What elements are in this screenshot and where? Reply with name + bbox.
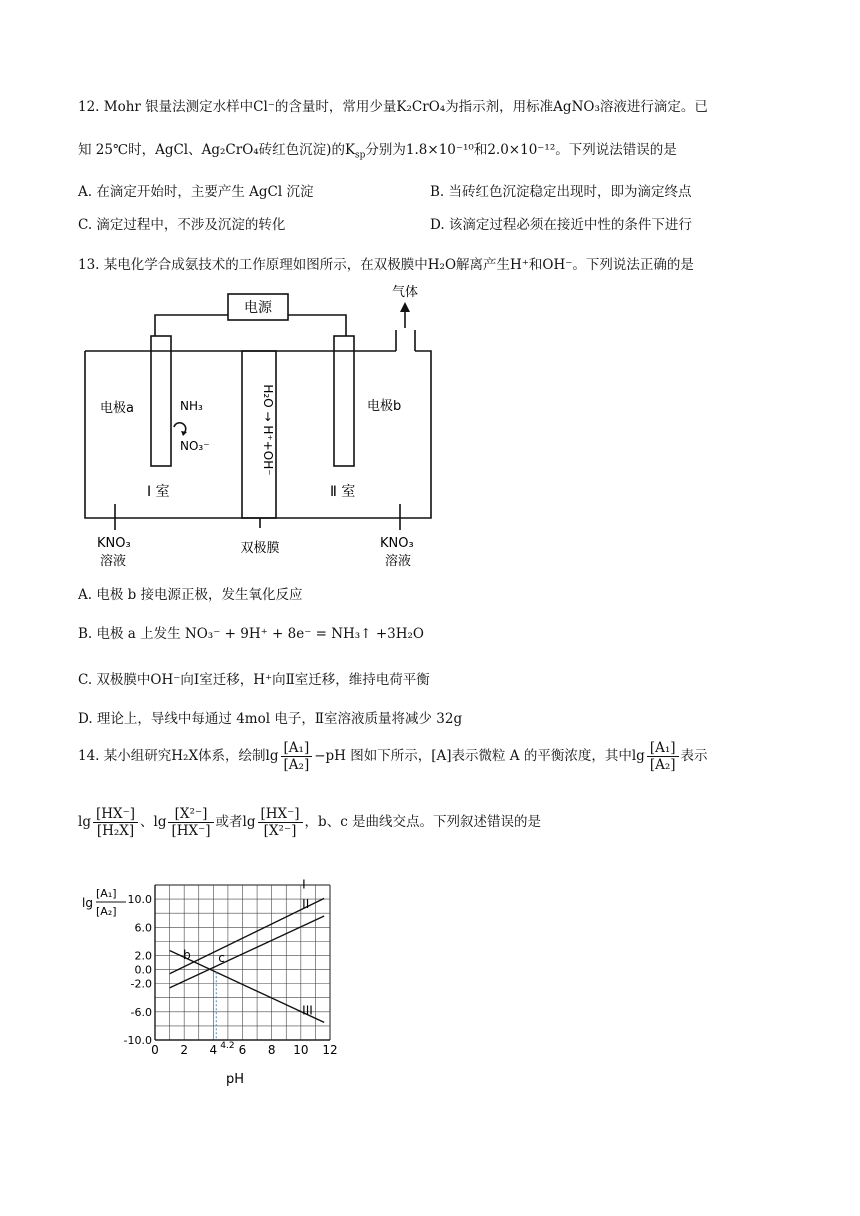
x-tick-label: 12 <box>322 1043 338 1057</box>
q12-option-a: A. 在滴定开始时，主要产生 AgCl 沉淀 <box>78 184 314 200</box>
x-tick-label: 10 <box>293 1043 309 1057</box>
fraction-a1-a2-repeat <box>647 740 679 773</box>
room-2-label: Ⅱ 室 <box>330 484 356 500</box>
y-tick-label: 0.0 <box>134 963 152 977</box>
room-1-label: Ⅰ 室 <box>147 484 170 500</box>
electrode-a-label: 电极a <box>100 401 134 416</box>
fraction-top: [X²⁻] <box>168 806 213 823</box>
fraction-top: [HX⁻] <box>258 806 303 823</box>
y-tick-label: 2.0 <box>134 949 152 963</box>
no3-label: NO₃⁻ <box>180 439 210 453</box>
solution-left-label: 溶液 <box>100 554 127 569</box>
y-tick-label: -6.0 <box>130 1005 152 1019</box>
y-tick-label: -10.0 <box>123 1034 152 1047</box>
q13-stem: 13. 某电化学合成氨技术的工作原理如图所示，在双极膜中H₂O解离产生H⁺和OH⁻。下列说法正确的是 <box>78 257 694 273</box>
y-label-bottom: [A₂] <box>96 905 117 918</box>
q12-option-c: C. 滴定过程中，不涉及沉淀的转化 <box>78 217 286 233</box>
y-label-top: [A₁] <box>96 887 117 900</box>
series-label-1: I <box>302 877 306 892</box>
x-tick-label: 6 <box>238 1043 247 1057</box>
fraction-top: [A₁] <box>647 740 679 757</box>
fraction-top: [HX⁻] <box>93 806 138 823</box>
x-tick-label-extra: 4.2 <box>220 1041 235 1051</box>
electrode-b-label: 电极b <box>367 399 402 414</box>
fraction-bottom: [H₂X] <box>96 823 135 839</box>
chart-ticks <box>124 893 338 1057</box>
kno3-left-label: KNO₃ <box>97 536 131 551</box>
x-tick-label: 8 <box>267 1043 276 1057</box>
q12-line2-b: 分别为1.8×10⁻¹⁰和2.0×10⁻¹²。下列说法错误的是 <box>365 142 677 158</box>
q14-line2 <box>78 806 541 839</box>
q14-text-2: −pH 图如下所示，[A]表示微粒 A 的平衡浓度，其中lg <box>314 748 645 764</box>
fraction-bottom: [HX⁻] <box>171 823 211 839</box>
q12-ksp-sub: sp <box>355 150 366 161</box>
q14-sep1: 、lg <box>140 814 167 830</box>
fraction-bottom: [X²⁻] <box>263 823 297 839</box>
y-tick-label: 10.0 <box>127 893 152 907</box>
point-b-label: b <box>183 948 191 963</box>
fraction-hx-h2x <box>93 806 138 839</box>
q13-option-d: D. 理论上，导线中每通过 4mol 电子，Ⅱ室溶液质量将减少 32g <box>78 711 463 727</box>
q13-option-c: C. 双极膜中OH⁻向Ⅰ室迁移，H⁺向Ⅱ室迁移，维持电荷平衡 <box>78 672 430 688</box>
q13-option-a: A. 电极 b 接电源正极，发生氧化反应 <box>78 587 303 603</box>
membrane-label: 双极膜 <box>240 541 280 556</box>
electrolysis-diagram <box>70 280 450 580</box>
point-c-label: c <box>218 951 225 966</box>
q12-line1: 12. Mohr 银量法测定水样中Cl⁻的含量时，常用少量K₂CrO₄为指示剂，用标准AgNO₃溶液进行滴定。已 <box>78 99 708 115</box>
solution-right-label: 溶液 <box>385 554 412 569</box>
fraction-bottom: [A₂] <box>649 757 676 773</box>
x-tick-label: 0 <box>151 1043 159 1057</box>
fraction-x2-hx <box>168 806 213 839</box>
q13-option-b: B. 电极 a 上发生 NO₃⁻ + 9H⁺ + 8e⁻ = NH₃↑ +3H₂O <box>78 626 424 642</box>
q12-option-b: B. 当砖红色沉淀稳定出现时，即为滴定终点 <box>430 184 692 200</box>
fraction-a1-a2 <box>281 740 313 773</box>
fraction-top: [A₁] <box>281 740 313 757</box>
kno3-right-label: KNO₃ <box>380 536 414 551</box>
x-tick-label: 2 <box>180 1043 188 1057</box>
q14-line1 <box>78 740 708 773</box>
x-axis-label: pH <box>225 1072 245 1087</box>
q14-sep2: 或者lg <box>215 814 256 830</box>
series-label-2: II <box>302 897 310 911</box>
lg-ph-chart <box>70 875 360 1090</box>
power-label: 电源 <box>244 300 272 316</box>
series-label-3: III <box>302 1003 313 1018</box>
nh3-label: NH₃ <box>180 399 203 413</box>
membrane-reaction: H₂O → H⁺+OH⁻ <box>261 384 275 476</box>
y-label-prefix: lg <box>82 896 93 910</box>
y-tick-label: 6.0 <box>134 921 152 935</box>
q14-text-1: 14. 某小组研究H₂X体系，绘制lg <box>78 748 279 764</box>
q14-tail: ，b、c 是曲线交点。下列叙述错误的是 <box>304 814 542 830</box>
gas-label: 气体 <box>391 285 419 300</box>
fraction-bottom: [A₂] <box>283 757 310 773</box>
q12-option-d: D. 该滴定过程必须在接近中性的条件下进行 <box>430 217 692 233</box>
fraction-hx-x2 <box>258 806 303 839</box>
q12-line2-a: 知 25℃时，AgCl、Ag₂CrO₄砖红色沉淀)的K <box>78 142 356 158</box>
q14-lg: lg <box>78 814 91 830</box>
x-tick-label: 4 <box>209 1043 218 1057</box>
y-tick-label: -2.0 <box>130 977 152 991</box>
q12-line2 <box>78 138 677 161</box>
q14-text-3: 表示 <box>680 748 708 764</box>
